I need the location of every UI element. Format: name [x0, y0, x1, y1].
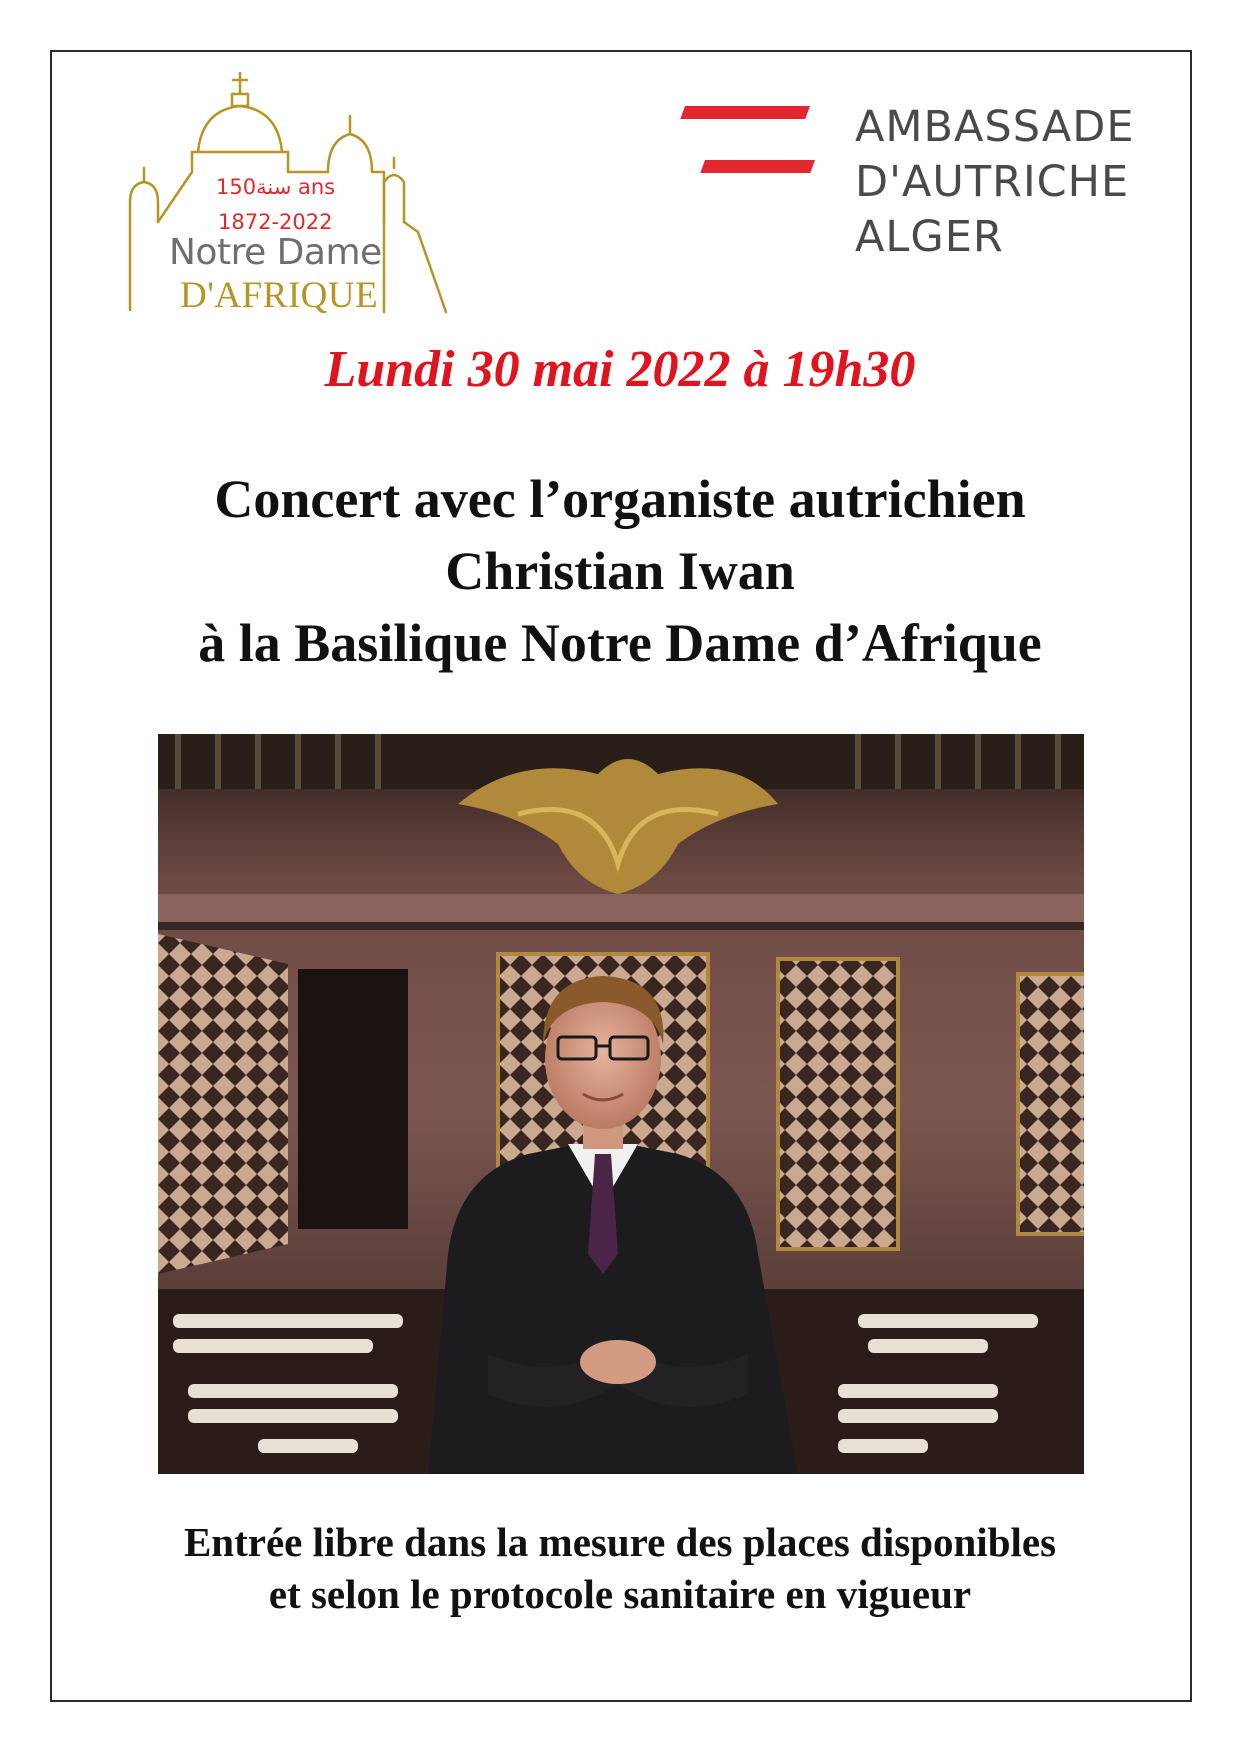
embassy-line-2: D'AUTRICHE	[855, 157, 1130, 207]
event-date: Lundi 30 mai 2022 à 19h30	[324, 341, 916, 398]
entry-notice-line-2: et selon le protocole sanitaire en vigueur	[268, 1571, 972, 1617]
notre-dame-logo	[128, 72, 448, 322]
anniversary-label: سنة150 ans	[216, 175, 336, 199]
event-title	[0, 463, 1240, 679]
organist-photo	[158, 734, 1084, 1474]
title-line-2: Christian Iwan	[445, 541, 795, 601]
title-line-3: à la Basilique Notre Dame d’Afrique	[198, 613, 1042, 673]
logo-subtitle: D'AFRIQUE	[180, 275, 379, 316]
entry-notice	[0, 1516, 1240, 1620]
embassy-logo	[685, 100, 1155, 260]
embassy-line-3: ALGER	[855, 212, 1004, 262]
logo-name: Notre Dame	[169, 232, 382, 273]
title-line-1: Concert avec l’organiste autrichien	[214, 469, 1026, 529]
entry-notice-line-1: Entrée libre dans la mesure des places disponibles	[183, 1519, 1057, 1565]
embassy-line-1: AMBASSADE	[855, 102, 1135, 152]
anniversary-dates: 1872-2022	[218, 210, 333, 234]
